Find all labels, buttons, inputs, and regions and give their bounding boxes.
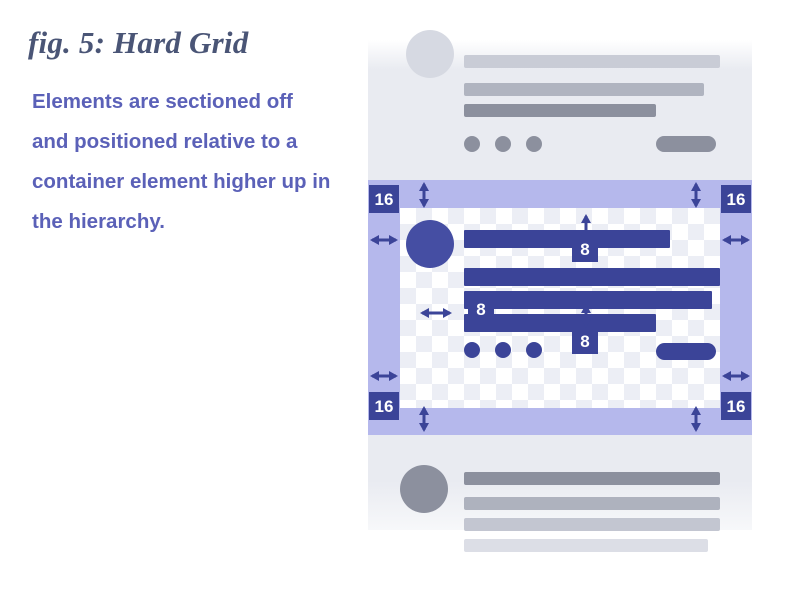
figure-title: fig. 5: Hard Grid [28,25,249,60]
measurement-label-bottom-left: 16 [369,392,399,420]
figure-description: Elements are sectioned off and positioned relative to a container element higher up in the hierarchy. [32,90,331,234]
measurement-label-inner-middle: 8 [572,328,598,354]
figure-text-column [28,26,358,242]
placeholder-bar [464,518,720,531]
bottom-card [368,420,752,530]
avatar [400,465,448,513]
placeholder-bar [464,472,720,485]
inner-left-arrow [416,302,472,324]
placeholder-bar [464,497,720,510]
measurement-label-bottom-right: 16 [721,392,751,420]
measurement-label-inner-top: 8 [572,236,598,262]
placeholder-bar [464,539,708,552]
mockup-diagram [368,40,752,530]
measurement-label-top-right: 16 [721,185,751,213]
measurement-label-top-left: 16 [369,185,399,213]
measurement-label-inner-left: 8 [468,296,494,322]
